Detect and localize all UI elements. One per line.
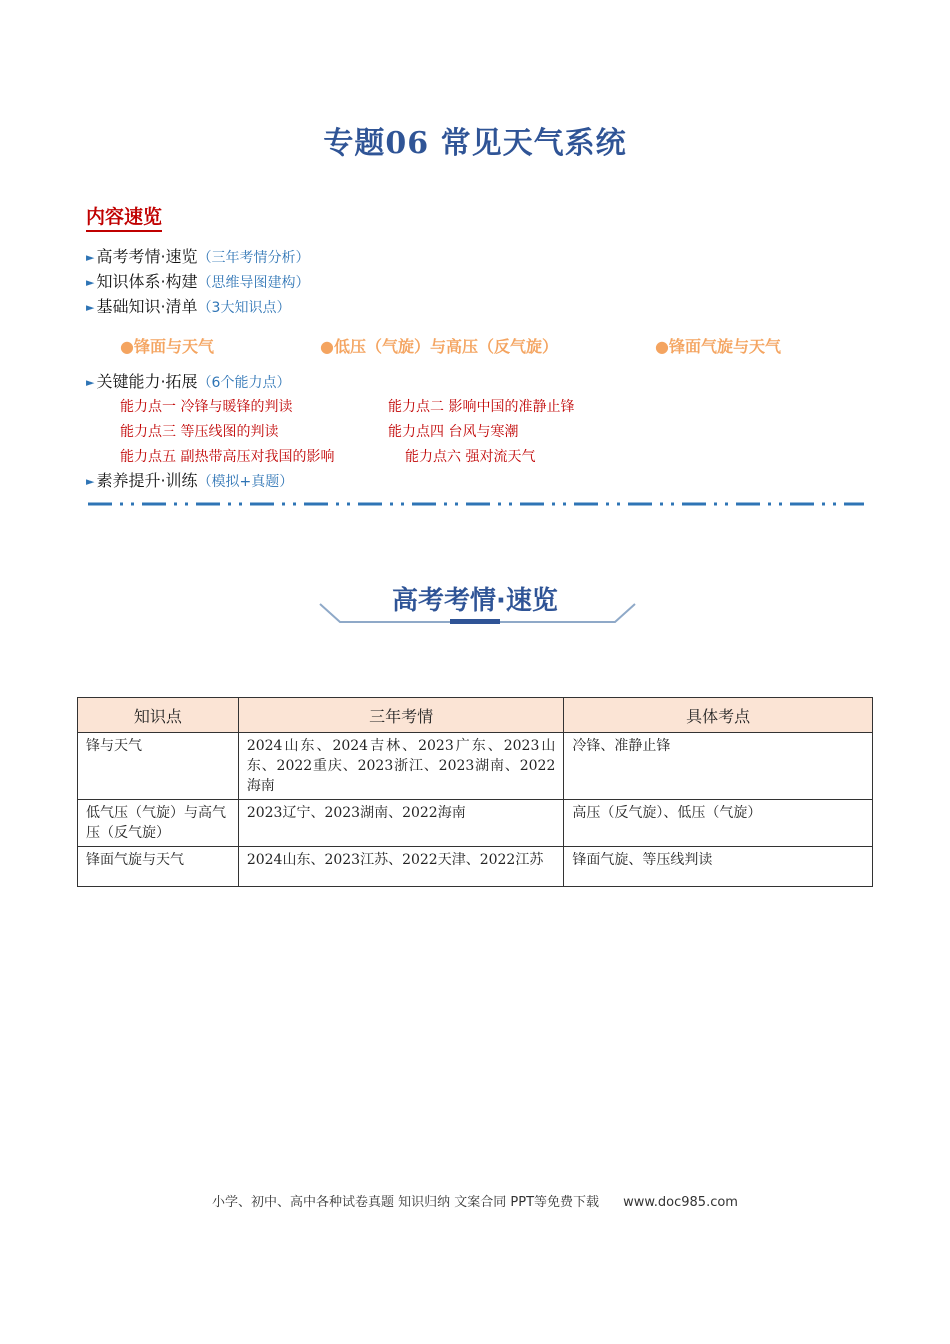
toc-item-label: 素养提升·训练 [96, 471, 198, 490]
section-title: 高考考情·速览 [392, 586, 558, 616]
toc-item [86, 295, 290, 320]
toc-item-label: 关键能力·拓展 [96, 372, 198, 391]
toc-item [86, 245, 310, 270]
dash-divider [88, 500, 864, 508]
toc-item-note: （三年考情分析） [197, 250, 310, 266]
knowledge-point: ●低压（气旋）与高压（反气旋） [320, 337, 558, 356]
table-cell: 2023辽宁、2023湖南、2022海南 [238, 800, 564, 847]
table-cell: 2024山东、2024吉林、2023广东、2023山东、2022重庆、2023浙江、2023湖南、2022海南 [238, 733, 564, 800]
knowledge-point: ●锋面气旋与天气 [655, 337, 781, 356]
arrow-right-icon: ► [86, 276, 95, 289]
ability-point: 能力点一 冷锋与暖锋的判读 [120, 399, 293, 415]
arrow-right-icon: ► [86, 376, 95, 389]
table-cell: 2024山东、2023江苏、2022天津、2022江苏 [238, 847, 564, 887]
toc-item [86, 469, 293, 494]
toc-item-note: （模拟+真题） [197, 474, 294, 490]
table-header-cell: 知识点 [78, 698, 239, 733]
table-cell: 冷锋、准静止锋 [564, 733, 873, 800]
toc-item [86, 270, 310, 295]
table-cell: 锋面气旋、等压线判读 [564, 847, 873, 887]
footer-site-link[interactable]: www.doc985.com [623, 1195, 738, 1210]
table-header-cell: 三年考情 [238, 698, 564, 733]
toc-item-note: （3大知识点） [197, 300, 291, 316]
table-header-cell: 具体考点 [564, 698, 873, 733]
table-cell: 低气压（气旋）与高气压（反气旋） [78, 800, 239, 847]
table-cell: 锋面气旋与天气 [78, 847, 239, 887]
table-cell: 锋与天气 [78, 733, 239, 800]
arrow-right-icon: ► [86, 301, 95, 314]
footer [0, 1191, 950, 1210]
toc-item-note: （6个能力点） [197, 375, 291, 391]
ability-point: 能力点三 等压线图的判读 [120, 424, 279, 440]
arrow-right-icon: ► [86, 251, 95, 264]
toc-item-note: （思维导图建构） [197, 275, 310, 291]
page-title: 专题06 常见天气系统 [323, 126, 627, 161]
arrow-right-icon: ► [86, 475, 95, 488]
table-cell: 高压（反气旋）、低压（气旋） [564, 800, 873, 847]
ability-point: 能力点二 影响中国的准静止锋 [388, 399, 575, 415]
toc-item [86, 370, 290, 395]
exam-analysis-table [77, 697, 873, 887]
table-row [78, 800, 873, 847]
ability-point: 能力点六 强对流天气 [405, 449, 536, 465]
table-row [78, 733, 873, 800]
footer-text: 小学、初中、高中各种试卷真题 知识归纳 文案合同 PPT等免费下载 [212, 1195, 600, 1210]
table-row [78, 847, 873, 887]
table-header-row [78, 698, 873, 733]
toc-item-label: 基础知识·清单 [96, 297, 198, 316]
toc-item-label: 知识体系·构建 [96, 272, 198, 291]
ability-point: 能力点五 副热带高压对我国的影响 [120, 449, 335, 465]
knowledge-point: ●锋面与天气 [120, 337, 214, 356]
overview-label: 内容速览 [86, 204, 162, 232]
toc-item-label: 高考考情·速览 [96, 247, 198, 266]
ability-point: 能力点四 台风与寒潮 [388, 424, 519, 440]
